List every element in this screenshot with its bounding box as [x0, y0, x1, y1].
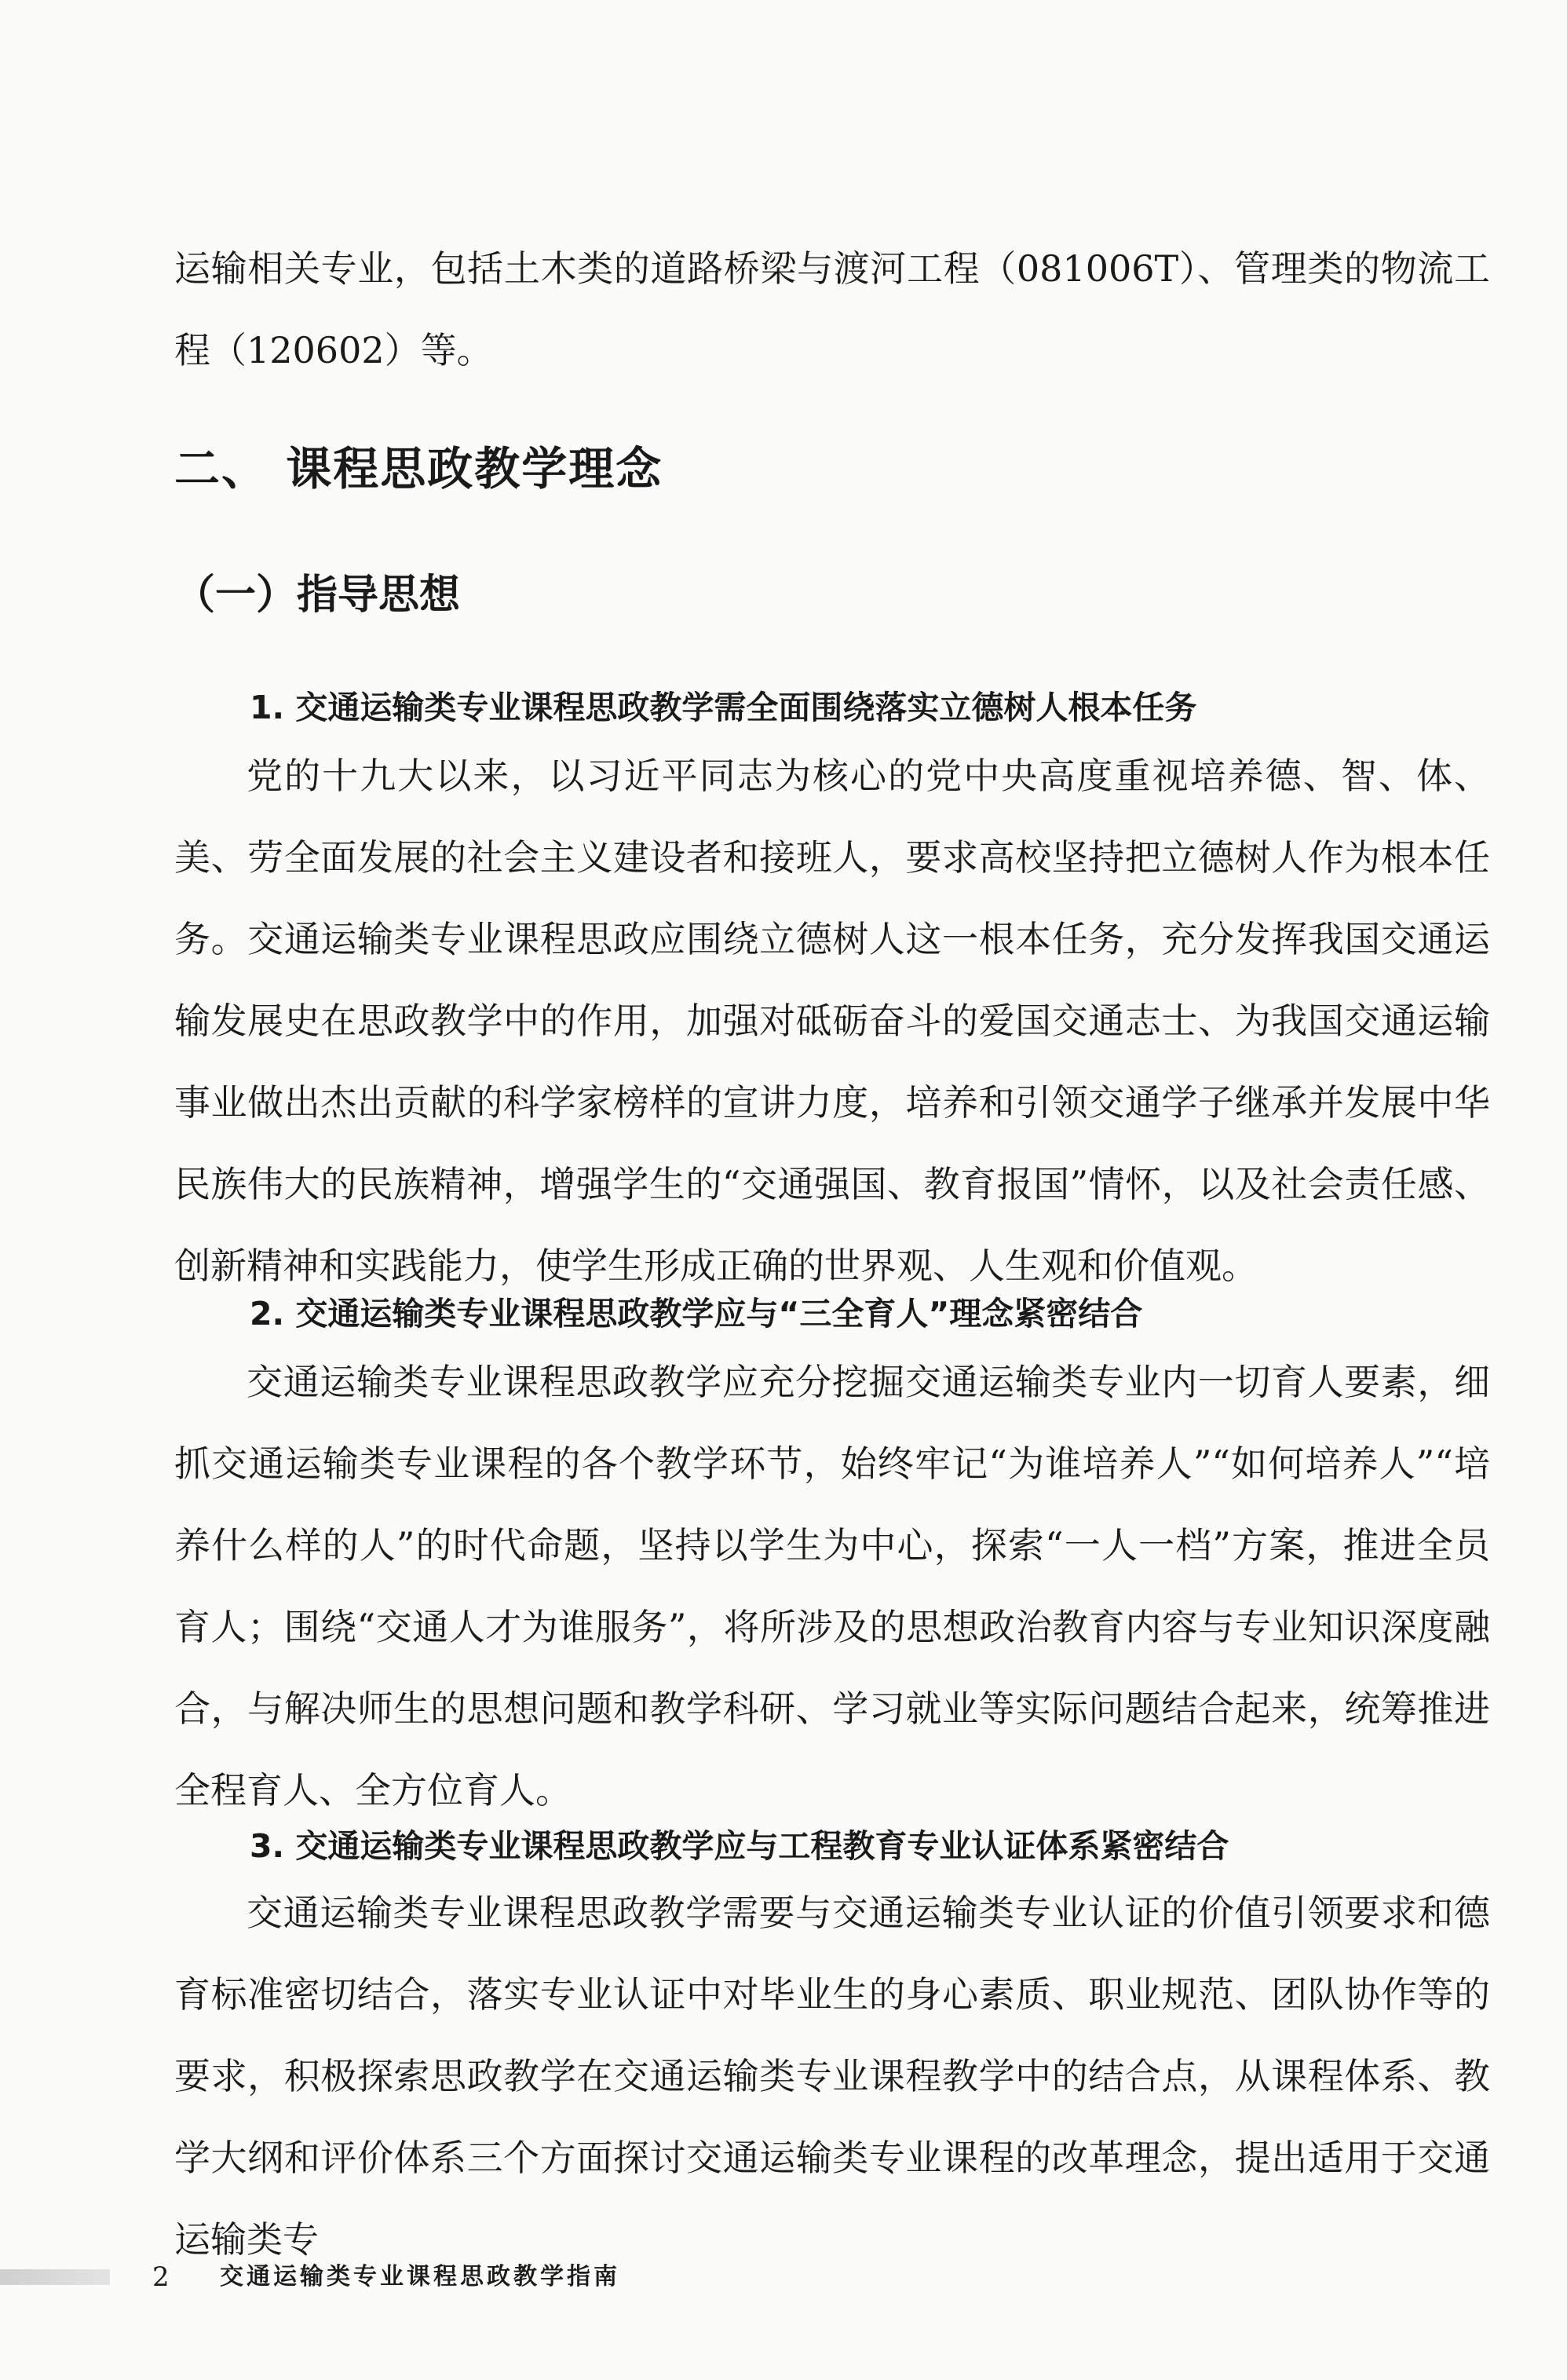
item-3-heading: 3. 交通运输类专业课程思政教学应与工程教育专业认证体系紧密结合 — [250, 1827, 1229, 1865]
item-1-paragraph: 党的十九大以来，以习近平同志为核心的党中央高度重视培养德、智、体、美、劳全面发展的社会主义建设者和接班人，要求高校坚持把立德树人作为根本任务。交通运输类专业课程思政应围绕立德树人这一根本任务，充分发挥我国交通运输发展史在思政教学中的作用，加强对砥砺奋斗的爱国交通志士、为我国交通运输事业做出杰出贡献的科学家榜样的宣讲力度，培养和引领交通学子继承并发展中华民族伟大的民族精神，增强学生的“交通强国、教育报国”情怀，以及社会责任感、创新精神和实践能力，使学生形成正确的世界观、人生观和价值观。 — [174, 755, 1490, 1287]
page-number: 2 — [152, 2261, 170, 2293]
item-3-paragraph: 交通运输类专业课程思政教学需要与交通运输类专业认证的价值引领要求和德育标准密切结合，落实专业认证中对毕业生的身心素质、职业规范、团队协作等的要求，积极探索思政教学在交通运输类专业课程教学中的结合点，从课程体系、教学大纲和评价体系三个方面探讨交通运输类专业课程的改革理念，提出适用于交通运输类专 — [174, 1892, 1490, 2261]
section-heading: 二、 课程思政教学理念 — [174, 442, 663, 495]
page-footer — [0, 2254, 1567, 2301]
footer-decoration-bar — [0, 2269, 110, 2285]
item-2-paragraph: 交通运输类专业课程思政教学应充分挖掘交通运输类专业内一切育人要素，细抓交通运输类专业课程的各个教学环节，始终牢记“为谁培养人”“如何培养人”“培养什么样的人”的时代命题，坚持以学生为中心，探索“一人一档”方案，推进全员育人；围绕“交通人才为谁服务”，将所涉及的思想政治教育内容与专业知识深度融合，与解决师生的思想问题和教学科研、学习就业等实际问题结合起来，统筹推进全程育人、全方位育人。 — [174, 1361, 1490, 1812]
running-title: 交通运输类专业课程思政教学指南 — [220, 2263, 620, 2290]
item-1-heading: 1. 交通运输类专业课程思政教学需全面围绕落实立德树人根本任务 — [250, 689, 1197, 726]
item-2-heading: 2. 交通运输类专业课程思政教学应与“三全育人”理念紧密结合 — [250, 1295, 1143, 1333]
intro-paragraph: 运输相关专业，包括土木类的道路桥梁与渡河工程（081006T）、管理类的物流工程（120602）等。 — [174, 247, 1490, 371]
subsection-heading: （一）指导思想 — [174, 572, 461, 619]
